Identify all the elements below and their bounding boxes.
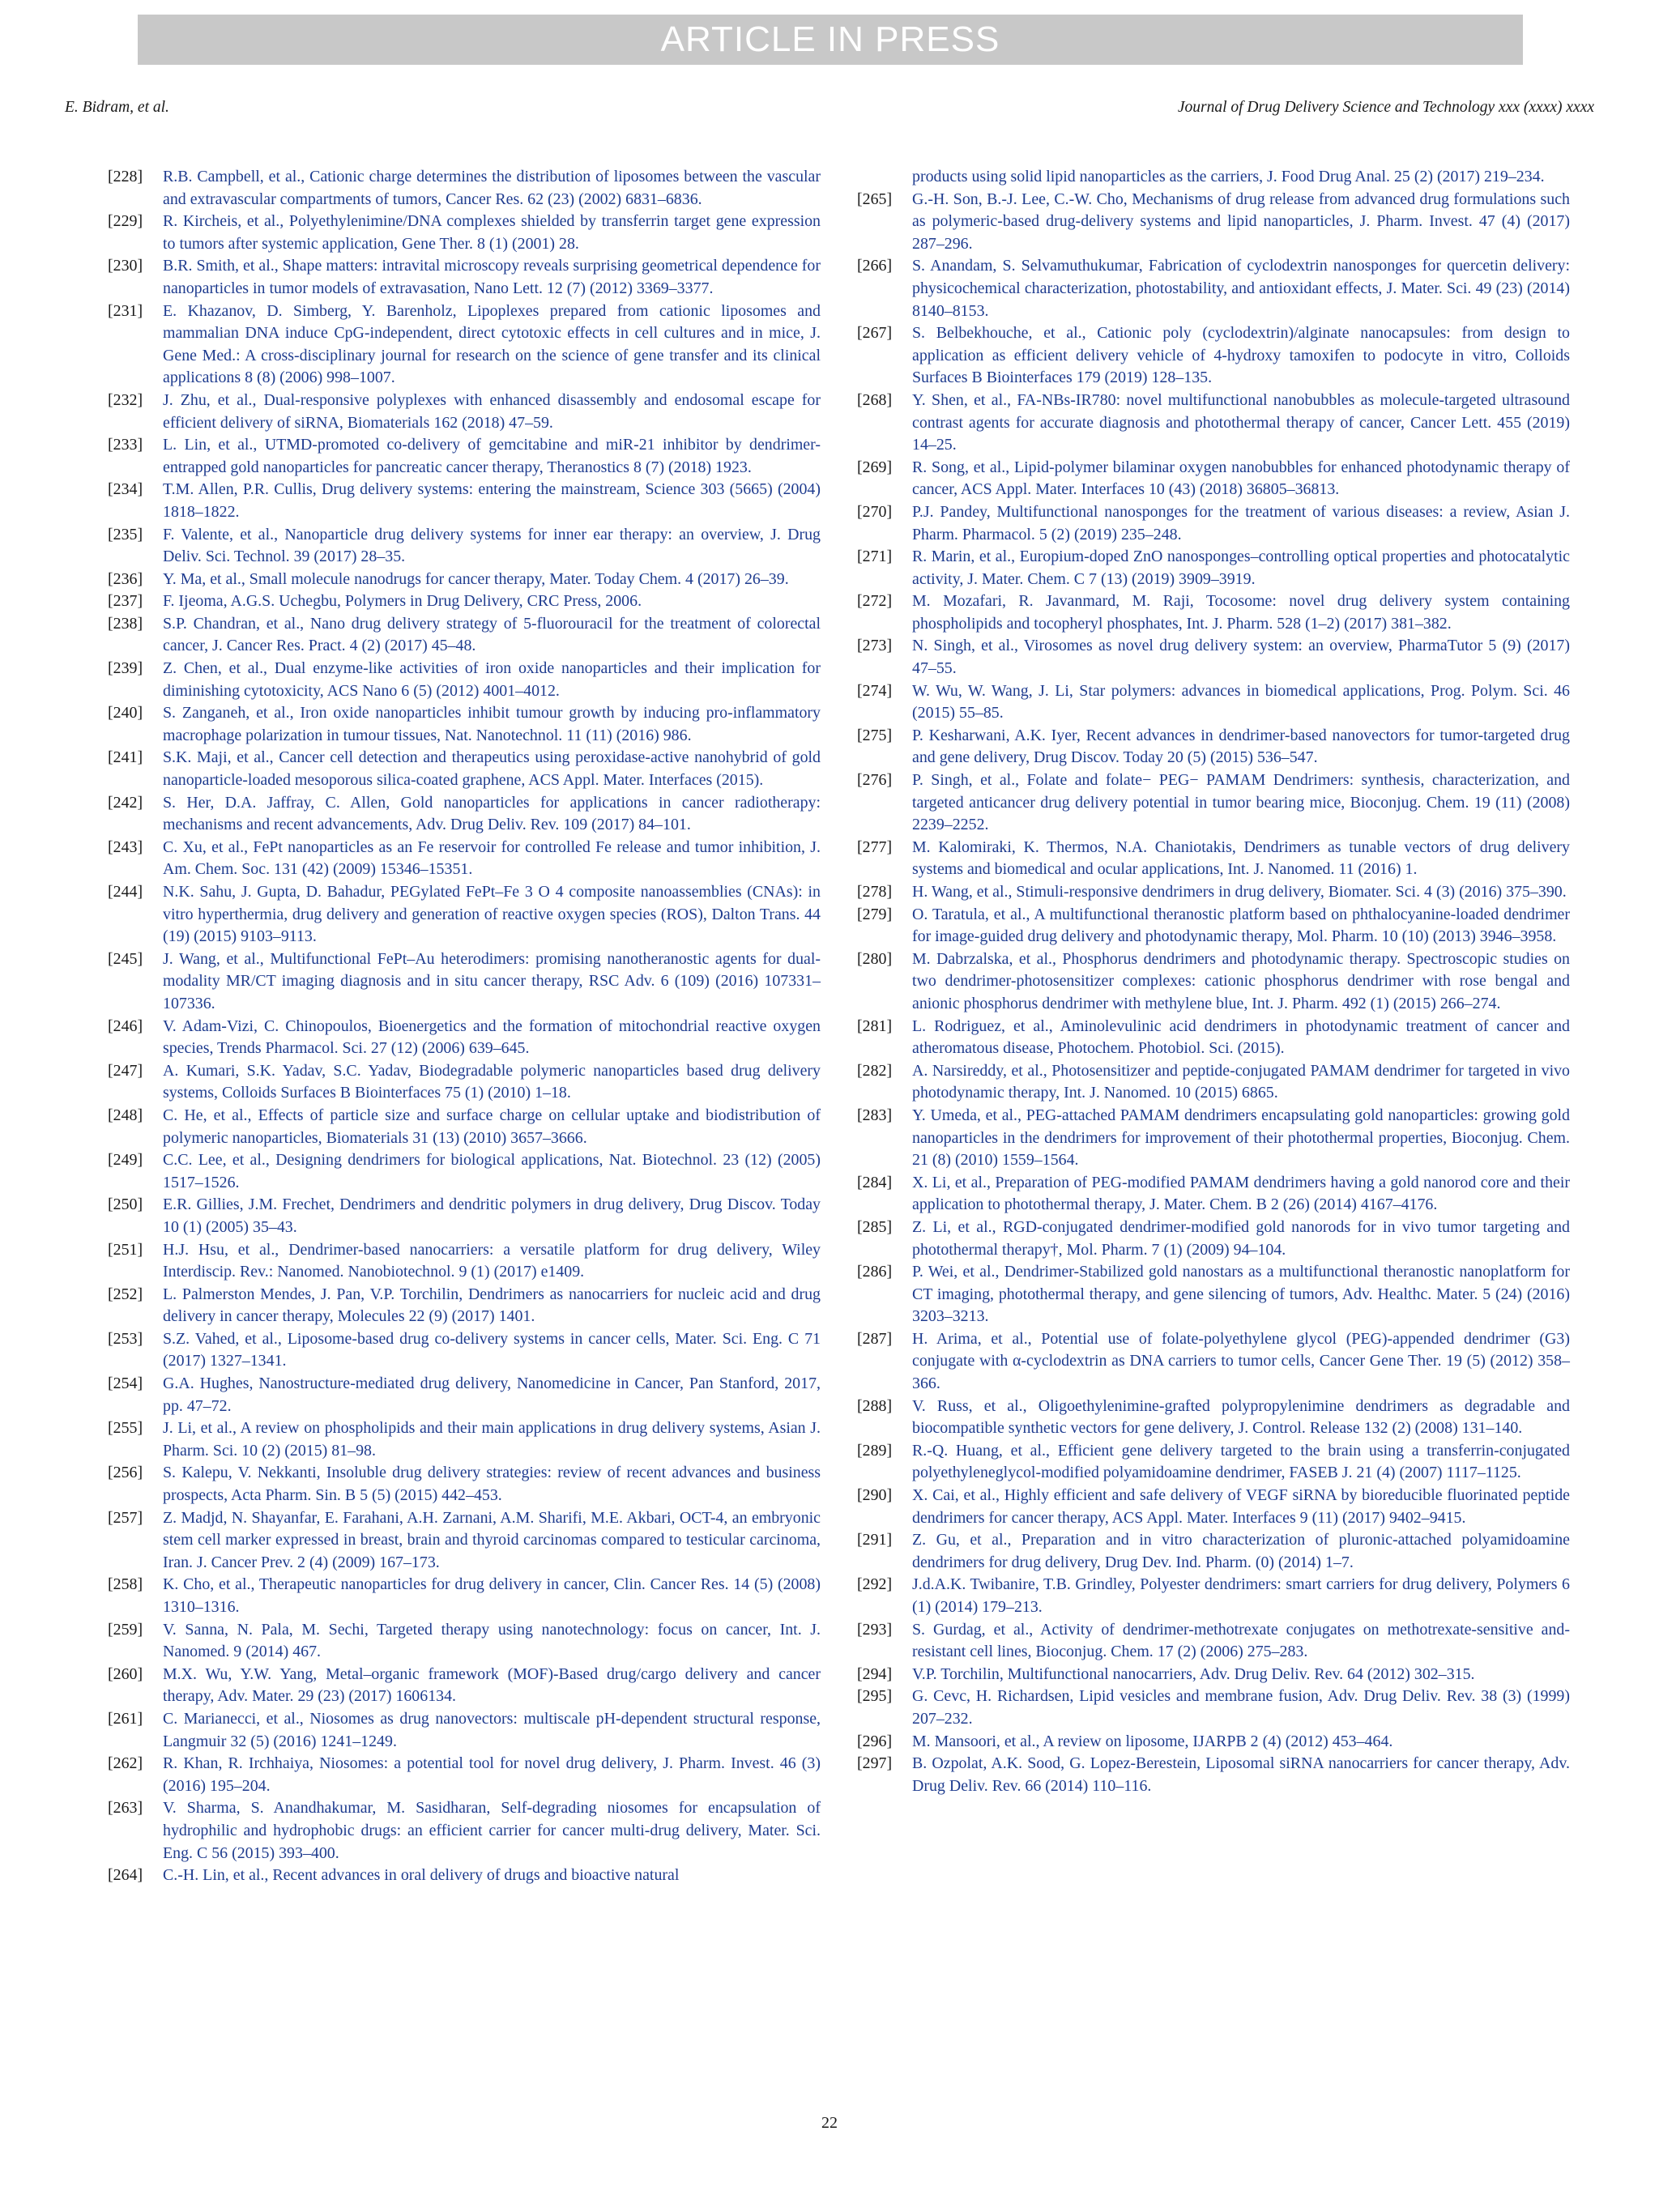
reference-entry xyxy=(108,1619,821,1664)
reference-number: [284] xyxy=(857,1173,893,1191)
reference-entry xyxy=(108,1328,821,1373)
reference-number: [259] xyxy=(108,1620,143,1639)
reference-entry xyxy=(857,1060,1570,1105)
reference-link[interactable]: A. Narsireddy, et al., Photosensitizer and peptide-conjugated PAMAM dendrimer for targeted in vivo photodynamic therapy, Int. J. Nanomed. 10 (2015) 6865. xyxy=(912,1061,1570,1102)
running-head-authors: E. Bidram, et al. xyxy=(65,99,169,116)
reference-link[interactable]: W. Wu, W. Wang, J. Li, Star polymers: advances in biomedical applications, Prog. Polym. Sci. 46 (2015) 55–85. xyxy=(912,681,1570,722)
reference-link[interactable]: Y. Ma, et al., Small molecule nanodrugs for cancer therapy, Mater. Today Chem. 4 (2017) 26–39. xyxy=(163,569,789,588)
banner-text: ARTICLE IN PRESS xyxy=(660,19,1000,59)
reference-number: [273] xyxy=(857,637,893,655)
reference-link[interactable]: C. Marianecci, et al., Niosomes as drug nanovectors: multiscale pH-dependent structural response, Langmuir 32 (5) (2016) 1241–1249. xyxy=(163,1709,821,1750)
reference-entry xyxy=(108,1708,821,1753)
reference-entry xyxy=(108,1239,821,1284)
reference-entry xyxy=(857,546,1570,590)
reference-entry xyxy=(857,837,1570,881)
reference-link[interactable]: J. Wang, et al., Multifunctional FePt–Au heterodimers: promising nanotheranostic agents for dual-modality MR/CT imaging diagnosis and in situ cancer therapy, RSC Adv. 6 (109) (2016) 107331–107336. xyxy=(163,949,821,1012)
reference-number: [294] xyxy=(857,1664,893,1683)
reference-entry xyxy=(108,837,821,881)
reference-entry xyxy=(857,881,1570,904)
reference-entry xyxy=(857,1619,1570,1664)
reference-link[interactable]: P. Kesharwani, A.K. Iyer, Recent advances in dendrimer-based nanovectors for tumor-targeted drug and gene delivery, Drug Discov. Today 20 (5) (2015) 536–547. xyxy=(912,726,1570,767)
reference-entry xyxy=(857,590,1570,635)
reference-number: [238] xyxy=(108,614,143,633)
reference-number: [250] xyxy=(108,1196,143,1214)
reference-link[interactable]: B.R. Smith, et al., Shape matters: intravital microscopy reveals surprising geometrical dependence for nanoparticles in tumor models of extravasation, Nano Lett. 12 (7) (2012) 3369–3377. xyxy=(163,257,821,297)
reference-entry xyxy=(108,1574,821,1618)
reference-entry xyxy=(108,1284,821,1328)
reference-entry xyxy=(857,255,1570,322)
reference-entry xyxy=(108,479,821,523)
reference-link[interactable]: N. Singh, et al., Virosomes as novel drug delivery system: an overview, PharmaTutor 5 (9) (2017) 47–55. xyxy=(912,637,1570,678)
reference-link[interactable]: Z. Gu, et al., Preparation and in vitro characterization of pluronic-attached polyamidoamine dendrimers for drug delivery, Drug Dev. Ind. Pharm. (0) (2014) 1–7. xyxy=(912,1531,1570,1571)
reference-number: [265] xyxy=(857,190,893,208)
reference-link[interactable]: J.d.A.K. Twibanire, T.B. Grindley, Polyester dendrimers: smart carriers for drug delivery, Polymers 6 (1) (2014) 179–213. xyxy=(912,1575,1570,1616)
reference-number: [243] xyxy=(108,837,143,856)
reference-entry xyxy=(108,166,821,211)
reference-number: [269] xyxy=(857,458,893,476)
reference-entry xyxy=(857,322,1570,390)
reference-link[interactable]: G. Cevc, H. Richardsen, Lipid vesicles and membrane fusion, Adv. Drug Deliv. Rev. 38 (3) (1999) 207–232. xyxy=(912,1687,1570,1728)
reference-number: [254] xyxy=(108,1375,143,1393)
reference-entry xyxy=(108,1462,821,1507)
reference-link[interactable]: H. Arima, et al., Potential use of folate-polyethylene glycol (PEG)-appended dendrimer (G3) conjugate with α-cyclodextrin as DNA carriers to tumor cells, Cancer Gene Ther. 19 (5) (2012) 358–366. xyxy=(912,1329,1570,1393)
reference-link[interactable]: J. Li, et al., A review on phospholipids and their main applications in drug delivery systems, Asian J. Pharm. Sci. 10 (2) (2015) 81–98. xyxy=(163,1419,821,1460)
reference-entry xyxy=(108,1753,821,1797)
reference-link[interactable]: P.J. Pandey, Multifunctional nanosponges for the treatment of various diseases: a review, Asian J. Pharm. Pharmacol. 5 (2) (2019) 235–248. xyxy=(912,502,1570,543)
reference-number: [245] xyxy=(108,949,143,968)
reference-link[interactable]: L. Rodriguez, et al., Aminolevulinic acid dendrimers in photodynamic treatment of cancer and atheromatous disease, Photochem. Photobiol. Sci. (2015). xyxy=(912,1016,1570,1058)
reference-number: [286] xyxy=(857,1263,893,1281)
reference-entry xyxy=(108,658,821,702)
reference-link[interactable]: R. Kircheis, et al., Polyethylenimine/DNA complexes shielded by transferrin target gene expression to tumors after systemic application, Gene Ther. 8 (1) (2001) 28. xyxy=(163,212,821,253)
reference-link[interactable]: P. Singh, et al., Folate and folate− PEG− PAMAM Dendrimers: synthesis, characterization, and targeted anticancer drug delivery potential in tumor bearing mice, Bioconjug. Chem. 19 (11) (2008) 2239–2252. xyxy=(912,771,1570,834)
reference-entry xyxy=(857,1485,1570,1529)
reference-entry xyxy=(108,1105,821,1149)
reference-number: [253] xyxy=(108,1329,143,1348)
reference-link[interactable]: K. Cho, et al., Therapeutic nanoparticles for drug delivery in cancer, Clin. Cancer Res. 14 (5) (2008) 1310–1316. xyxy=(163,1575,821,1616)
reference-number: [271] xyxy=(857,548,893,566)
reference-link[interactable]: F. Ijeoma, A.G.S. Uchegbu, Polymers in Drug Delivery, CRC Press, 2006. xyxy=(163,592,642,611)
reference-entry xyxy=(108,1865,821,1887)
reference-number: [247] xyxy=(108,1061,143,1080)
reference-number: [230] xyxy=(108,257,143,275)
reference-entry xyxy=(857,1105,1570,1172)
reference-link[interactable]: Y. Shen, et al., FA-NBs-IR780: novel multifunctional nanobubbles as molecule-targeted ultrasound contrast agents for accurate diagnosis and photothermal therapy of cancer, Cancer Lett. 455 (2019) 14–25. xyxy=(912,390,1570,454)
reference-link[interactable]: S. Gurdag, et al., Activity of dendrimer-methotrexate conjugates on methotrexate-sensitive and-resistant cell lines, Bioconjug. Chem. 17 (2) (2006) 275–283. xyxy=(912,1620,1570,1661)
reference-link[interactable]: Z. Li, et al., RGD-conjugated dendrimer-modified gold nanorods for in vivo tumor targeting and photothermal therapy†, Mol. Pharm. 7 (1) (2009) 94–104. xyxy=(912,1217,1570,1259)
reference-entry xyxy=(108,1149,821,1194)
reference-entry xyxy=(857,904,1570,948)
reference-entry xyxy=(857,1753,1570,1797)
reference-number: [240] xyxy=(108,704,143,722)
reference-number: [242] xyxy=(108,793,143,812)
reference-number: [289] xyxy=(857,1441,893,1460)
reference-column-right xyxy=(857,166,1570,1797)
reference-link[interactable]: R.-Q. Huang, et al., Efficient gene delivery targeted to the brain using a transferrin-conjugated polyethyleneglycol-modified polyamidoamine dendrimer, FASEB J. 21 (4) (2007) 1117–1125. xyxy=(912,1441,1570,1482)
reference-link[interactable]: S. Her, D.A. Jaffray, C. Allen, Gold nanoparticles for applications in cancer radiotherapy: mechanisms and recent advancements, Adv. Drug Deliv. Rev. 109 (2017) 84–101. xyxy=(163,793,821,834)
reference-link[interactable]: J. Zhu, et al., Dual-responsive polyplexes with enhanced disassembly and endosomal escape for efficient delivery of siRNA, Biomaterials 162 (2018) 47–59. xyxy=(163,390,821,432)
reference-number: [248] xyxy=(108,1106,143,1124)
reference-link[interactable]: V. Sanna, N. Pala, M. Sechi, Targeted therapy using nanotechnology: focus on cancer, Int. J. Nanomed. 9 (2014) 467. xyxy=(163,1620,821,1661)
reference-link[interactable]: X. Cai, et al., Highly efficient and safe delivery of VEGF siRNA by bioreducible fluorinated peptide dendrimers for cancer therapy, ACS Appl. Mater. Interfaces 9 (11) (2017) 9402–9415. xyxy=(912,1486,1570,1527)
reference-entry xyxy=(857,457,1570,501)
reference-number: [277] xyxy=(857,837,893,856)
reference-link[interactable]: M. Mansoori, et al., A review on liposome, IJARPB 2 (4) (2012) 453–464. xyxy=(912,1732,1393,1750)
reference-entry xyxy=(857,1217,1570,1261)
reference-link[interactable]: S. Anandam, S. Selvamuthukumar, Fabrication of cyclodextrin nanosponges for quercetin delivery: physicochemical characterization, photostability, and antioxidant effects, J. Mater. Sci. 49 (23) (2014) 8140–8153. xyxy=(912,257,1570,320)
reference-link[interactable]: C.C. Lee, et al., Designing dendrimers for biological applications, Nat. Biotechnol. 23 (12) (2005) 1517–1526. xyxy=(163,1151,821,1191)
reference-number: [296] xyxy=(857,1732,893,1750)
reference-number: [278] xyxy=(857,883,893,901)
reference-number: [229] xyxy=(108,212,143,231)
reference-number: [236] xyxy=(108,569,143,588)
reference-link[interactable]: O. Taratula, et al., A multifunctional theranostic platform based on phthalocyanine-loaded dendrimer for image-guided drug delivery and photodynamic therapy, Mol. Pharm. 10 (10) (2013) 3946–3958. xyxy=(912,905,1570,946)
reference-entry xyxy=(857,635,1570,680)
reference-entry xyxy=(857,1261,1570,1328)
reference-number: [270] xyxy=(857,502,893,521)
reference-entry xyxy=(857,1664,1570,1686)
reference-entry xyxy=(857,1686,1570,1730)
reference-number: [252] xyxy=(108,1285,143,1303)
reference-number: [233] xyxy=(108,436,143,454)
reference-number: [266] xyxy=(857,257,893,275)
reference-link[interactable]: V. Sharma, S. Anandhakumar, M. Sasidharan, Self-degrading niosomes for encapsulation of hydrophilic and hydrophobic drugs: an efficient carrier for cancer multi-drug delivery, Mater. Sci. Eng. C 56 (2015) 393–400. xyxy=(163,1799,821,1862)
reference-number: [295] xyxy=(857,1687,893,1706)
reference-entry xyxy=(857,189,1570,256)
reference-link[interactable]: V. Adam-Vizi, C. Chinopoulos, Bioenergetics and the formation of mitochondrial reactive oxygen species, Trends Pharmacol. Sci. 27 (12) (2006) 639–645. xyxy=(163,1016,821,1058)
reference-link[interactable]: M. Mozafari, R. Javanmard, M. Raji, Tocosome: novel drug delivery system containing phospholipids and tocopheryl phosphates, Int. J. Pharm. 528 (1–2) (2017) 381–382. xyxy=(912,592,1570,633)
reference-entry xyxy=(857,1440,1570,1485)
reference-link[interactable]: S.Z. Vahed, et al., Liposome-based drug co-delivery systems in cancer cells, Mater. Sci. Eng. C 71 (2017) 1327–1341. xyxy=(163,1329,821,1370)
reference-link[interactable]: C.-H. Lin, et al., Recent advances in oral delivery of drugs and bioactive natural xyxy=(163,1866,680,1885)
reference-number: [280] xyxy=(857,949,893,968)
reference-number: [267] xyxy=(857,324,893,343)
reference-entry xyxy=(108,1417,821,1462)
reference-link[interactable]: E.R. Gillies, J.M. Frechet, Dendrimers and dendritic polymers in drug delivery, Drug Discov. Today 10 (1) (2005) 35–43. xyxy=(163,1196,821,1236)
reference-link[interactable]: N.K. Sahu, J. Gupta, D. Bahadur, PEGylated FePt–Fe 3 O 4 composite nanoassemblies (CNAs): in vitro hyperthermia, drug delivery and generation of reactive oxygen species (ROS), Dalton Trans. 44 (19) (2015) 9103–9113. xyxy=(163,883,821,946)
reference-link[interactable]: H.J. Hsu, et al., Dendrimer-based nanocarriers: a versatile platform for drug delivery, Wiley Interdiscip. Rev.: Nanomed. Nanobiotechnol. 9 (1) (2017) e1409. xyxy=(163,1240,821,1281)
reference-link[interactable]: T.M. Allen, P.R. Cullis, Drug delivery systems: entering the mainstream, Science 303 (5665) (2004) 1818–1822. xyxy=(163,480,821,521)
reference-number: [249] xyxy=(108,1151,143,1170)
reference-link[interactable]: products using solid lipid nanoparticles as the carriers, J. Food Drug Anal. 25 (2) (2017) 219–234. xyxy=(912,168,1545,185)
reference-link[interactable]: A. Kumari, S.K. Yadav, S.C. Yadav, Biodegradable polymeric nanoparticles based drug delivery systems, Colloids Surfaces B Biointerfaces 75 (1) (2010) 1–18. xyxy=(163,1061,821,1102)
reference-entry xyxy=(108,1373,821,1417)
reference-link[interactable]: R. Marin, et al., Europium-doped ZnO nanosponges–controlling optical properties and photocatalytic activity, J. Mater. Chem. C 7 (13) (2019) 3909–3919. xyxy=(912,548,1570,588)
reference-number: [287] xyxy=(857,1329,893,1348)
reference-number: [237] xyxy=(108,592,143,611)
reference-number: [291] xyxy=(857,1531,893,1549)
reference-entry xyxy=(108,434,821,479)
reference-entry xyxy=(857,1172,1570,1217)
reference-number: [272] xyxy=(857,592,893,611)
reference-number: [251] xyxy=(108,1240,143,1259)
reference-link[interactable]: V. Russ, et al., Oligoethylenimine-grafted polypropylenimine dendrimers as degradable and biocompatible synthetic vectors for gene delivery, J. Control. Release 132 (2) (2008) 131–140. xyxy=(912,1396,1570,1438)
reference-entry xyxy=(108,1797,821,1865)
reference-entry xyxy=(108,1664,821,1708)
reference-entry xyxy=(108,1507,821,1575)
reference-entry xyxy=(108,569,821,591)
reference-entry xyxy=(108,211,821,255)
reference-number: [281] xyxy=(857,1016,893,1035)
reference-link[interactable]: H. Wang, et al., Stimuli-responsive dendrimers in drug delivery, Biomater. Sci. 4 (3) (2016) 375–390. xyxy=(912,883,1567,901)
reference-number: [232] xyxy=(108,390,143,409)
reference-number: [268] xyxy=(857,390,893,409)
reference-link[interactable]: X. Li, et al., Preparation of PEG-modified PAMAM dendrimers having a gold nanorod core and their application to photothermal therapy, J. Mater. Chem. B 2 (26) (2014) 4167–4176. xyxy=(912,1173,1570,1214)
running-head xyxy=(65,99,1594,123)
reference-link[interactable]: Z. Chen, et al., Dual enzyme-like activities of iron oxide nanoparticles and their implication for diminishing cytotoxicity, ACS Nano 6 (5) (2012) 4001–4012. xyxy=(163,659,821,700)
reference-number: [256] xyxy=(108,1464,143,1482)
reference-link[interactable]: S. Zanganeh, et al., Iron oxide nanoparticles inhibit tumour growth by inducing pro-inflammatory macrophage polarization in tumour tissues, Nat. Nanotechnol. 11 (11) (2016) 986. xyxy=(163,704,821,744)
reference-link[interactable]: Y. Umeda, et al., PEG-attached PAMAM dendrimers encapsulating gold nanoparticles: growing gold nanoparticles in the dendrimers for improvement of their photothermal properties, Bioconjug. Chem. 21 (8) (2010) 1559–1564. xyxy=(912,1106,1570,1170)
reference-link[interactable]: C. Xu, et al., FePt nanoparticles as an Fe reservoir for controlled Fe release and tumor inhibition, J. Am. Chem. Soc. 131 (42) (2009) 15346–15351. xyxy=(163,837,821,879)
reference-entry xyxy=(108,255,821,300)
reference-link[interactable]: P. Wei, et al., Dendrimer-Stabilized gold nanostars as a multifunctional theranostic nanoplatform for CT imaging, photothermal therapy, and gene silencing of tumors, Adv. Healthc. Mater. 5 (24) (2016) 3203–3213. xyxy=(912,1263,1570,1326)
reference-number: [262] xyxy=(108,1754,143,1773)
reference-link[interactable]: S.P. Chandran, et al., Nano drug delivery strategy of 5-fluorouracil for the treatment of colorectal cancer, J. Cancer Res. Pract. 4 (2) (2017) 45–48. xyxy=(163,614,821,655)
reference-number: [274] xyxy=(857,681,893,700)
reference-number: [275] xyxy=(857,726,893,744)
reference-column-left xyxy=(108,166,821,1887)
reference-link[interactable]: R. Khan, R. Irchhaiya, Niosomes: a potential tool for novel drug delivery, J. Pharm. Invest. 46 (3) (2016) 195–204. xyxy=(163,1754,821,1795)
reference-entry xyxy=(108,792,821,837)
reference-link[interactable]: G.A. Hughes, Nanostructure-mediated drug delivery, Nanomedicine in Cancer, Pan Stanford, 2017, pp. 47–72. xyxy=(163,1375,821,1415)
reference-link[interactable]: S.K. Maji, et al., Cancer cell detection and therapeutics using peroxidase-active nanohybrid of gold nanoparticle-loaded mesoporous silica-coated graphene, ACS Appl. Mater. Interfaces (2015). xyxy=(163,748,821,790)
reference-number: [258] xyxy=(108,1575,143,1594)
page-number: 22 xyxy=(821,2114,838,2132)
reference-entry xyxy=(108,524,821,569)
reference-entry xyxy=(108,1194,821,1238)
reference-link[interactable]: F. Valente, et al., Nanoparticle drug delivery systems for inner ear therapy: an overview, J. Drug Deliv. Sci. Technol. 39 (2017) 28–35. xyxy=(163,525,821,566)
reference-number: [264] xyxy=(108,1866,143,1885)
reference-number: [288] xyxy=(857,1396,893,1415)
reference-link[interactable]: M. Kalomiraki, K. Thermos, N.A. Chaniotakis, Dendrimers as tunable vectors of drug delivery systems and biomedical and ocular applications, Int. J. Nanomed. 11 (2016) 1. xyxy=(912,837,1570,879)
reference-number: [293] xyxy=(857,1620,893,1639)
reference-number: [290] xyxy=(857,1486,893,1505)
reference-entry xyxy=(108,747,821,791)
reference-entry xyxy=(108,702,821,747)
reference-link[interactable]: L. Palmerston Mendes, J. Pan, V.P. Torchilin, Dendrimers as nanocarriers for nucleic acid and drug delivery in cancer therapy, Molecules 22 (9) (2017) 1401. xyxy=(163,1285,821,1326)
reference-number: [239] xyxy=(108,659,143,678)
reference-link[interactable]: G.-H. Son, B.-J. Lee, C.-W. Cho, Mechanisms of drug release from advanced drug formulations such as polymeric-based drug-delivery systems and lipid nanoparticles, J. Pharm. Invest. 47 (4) (2017) 287–296. xyxy=(912,190,1570,253)
reference-number: [279] xyxy=(857,905,893,923)
reference-link[interactable]: V.P. Torchilin, Multifunctional nanocarriers, Adv. Drug Deliv. Rev. 64 (2012) 302–315. xyxy=(912,1664,1475,1683)
reference-link[interactable]: R. Song, et al., Lipid-polymer bilaminar oxygen nanobubbles for enhanced photodynamic therapy of cancer, ACS Appl. Mater. Interfaces 10 (43) (2018) 36805–36813. xyxy=(912,458,1570,499)
reference-entry xyxy=(108,1016,821,1060)
reference-number: [283] xyxy=(857,1106,893,1124)
reference-number: [241] xyxy=(108,748,143,767)
reference-link[interactable]: C. He, et al., Effects of particle size and surface charge on cellular uptake and biodistribution of polymeric nanoparticles, Biomaterials 31 (13) (2010) 3657–3666. xyxy=(163,1106,821,1147)
reference-number: [285] xyxy=(857,1217,893,1236)
reference-number: [228] xyxy=(108,168,143,185)
reference-link[interactable]: B. Ozpolat, A.K. Sood, G. Lopez-Berestein, Liposomal siRNA nanocarriers for cancer therapy, Adv. Drug Deliv. Rev. 66 (2014) 110–116. xyxy=(912,1754,1570,1795)
reference-link[interactable]: E. Khazanov, D. Simberg, Y. Barenholz, Lipoplexes prepared from cationic liposomes and mammalian DNA induce CpG-independent, direct cytotoxic effects in cell cultures and in mice, J. Gene Med.: A cross-disciplinary journal for research on the science of gene transfer and its clinical applications 8 (8) (2006) 998–1007. xyxy=(163,301,821,387)
running-head-journal: Journal of Drug Delivery Science and Technology xxx (xxxx) xxxx xyxy=(1177,99,1594,116)
reference-number: [282] xyxy=(857,1061,893,1080)
reference-entry xyxy=(857,948,1570,1016)
reference-link[interactable]: R.B. Campbell, et al., Cationic charge determines the distribution of liposomes between the vascular and extravascular compartments of tumors, Cancer Res. 62 (23) (2002) 6831–6836. xyxy=(163,168,821,208)
reference-entry xyxy=(857,501,1570,546)
reference-number: [234] xyxy=(108,480,143,499)
reference-number: [235] xyxy=(108,525,143,543)
reference-number: [261] xyxy=(108,1709,143,1728)
reference-entry xyxy=(857,680,1570,725)
reference-number: [260] xyxy=(108,1664,143,1683)
reference-entry xyxy=(108,881,821,948)
reference-entry xyxy=(857,390,1570,457)
reference-number: [292] xyxy=(857,1575,893,1594)
reference-link[interactable]: M. Dabrzalska, et al., Phosphorus dendrimers and photodynamic therapy. Spectroscopic studies on two dendrimer-photosensitizer complexes: cationic phosphorus dendrimer with rose bengal and anionic phosphorus dendrimer with methylene blue, Int. J. Pharm. 492 (1) (2015) 266–274. xyxy=(912,949,1570,1012)
reference-link[interactable]: Z. Madjd, N. Shayanfar, E. Farahani, A.H. Zarnani, A.M. Sharifi, M.E. Akbari, OCT-4, an embryonic stem cell marker expressed in breast, brain and thyroid carcinomas compared to testicular carcinoma, Iran. J. Cancer Prev. 2 (4) (2009) 167–173. xyxy=(163,1508,821,1571)
reference-entry xyxy=(857,1016,1570,1060)
reference-entry xyxy=(857,166,1570,189)
reference-link[interactable]: S. Belbekhouche, et al., Cationic poly (cyclodextrin)/alginate nanocapsules: from design to application as efficient delivery vehicle of 4-hydroxy tamoxifen to podocyte in vitro, Colloids Surfaces B Biointerfaces 179 (2019) 128–135. xyxy=(912,324,1570,387)
reference-number: [255] xyxy=(108,1419,143,1438)
reference-entry xyxy=(857,1328,1570,1396)
reference-entry xyxy=(857,725,1570,769)
reference-number: [276] xyxy=(857,771,893,790)
reference-entry xyxy=(857,1396,1570,1440)
reference-entry xyxy=(108,948,821,1016)
reference-entry xyxy=(108,590,821,613)
reference-link[interactable]: L. Lin, et al., UTMD-promoted co-delivery of gemcitabine and miR-21 inhibitor by dendrimer-entrapped gold nanoparticles for pancreatic cancer therapy, Theranostics 8 (7) (2018) 1923. xyxy=(163,436,821,476)
article-in-press-banner xyxy=(138,15,1523,65)
reference-number: [297] xyxy=(857,1754,893,1773)
reference-number: [231] xyxy=(108,301,143,320)
reference-link[interactable]: M.X. Wu, Y.W. Yang, Metal–organic framework (MOF)-Based drug/cargo delivery and cancer therapy, Adv. Mater. 29 (23) (2017) 1606134. xyxy=(163,1664,821,1706)
reference-number: [244] xyxy=(108,883,143,901)
reference-entry xyxy=(857,1731,1570,1754)
reference-entry xyxy=(108,613,821,658)
reference-entry xyxy=(857,1574,1570,1618)
reference-entry xyxy=(108,300,821,390)
reference-entry xyxy=(857,769,1570,837)
reference-entry xyxy=(857,1529,1570,1574)
reference-number: [257] xyxy=(108,1508,143,1527)
reference-entry xyxy=(108,390,821,434)
reference-entry xyxy=(108,1060,821,1105)
reference-number: [246] xyxy=(108,1016,143,1035)
reference-link[interactable]: S. Kalepu, V. Nekkanti, Insoluble drug delivery strategies: review of recent advances and business prospects, Acta Pharm. Sin. B 5 (5) (2015) 442–453. xyxy=(163,1464,821,1505)
reference-number: [263] xyxy=(108,1799,143,1818)
